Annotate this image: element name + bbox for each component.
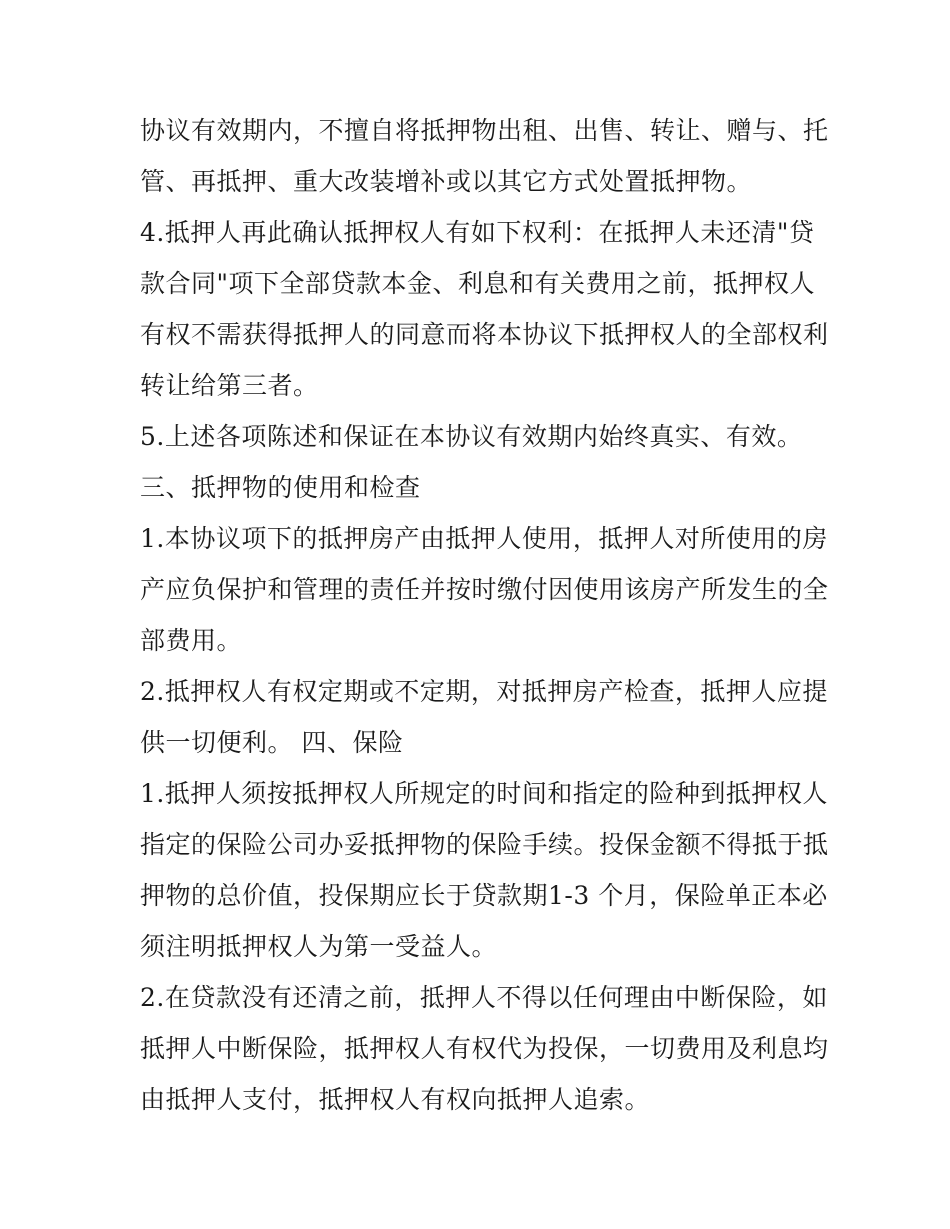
text-line: 5.上述各项陈述和保证在本协议有效期内始终真实、有效。: [140, 422, 803, 451]
text-line: 2.在贷款没有还清之前，抵押人不得以任何理由中断保险，如: [140, 983, 828, 1012]
text-line: 指定的保险公司办妥抵押物的保险手续。投保金额不得抵于抵: [140, 830, 829, 859]
text-line: 1.本协议项下的抵押房产由抵押人使用，抵押人对所使用的房: [140, 524, 828, 553]
text-line: 转让给第三者。: [140, 371, 319, 400]
text-line: 产应负保护和管理的责任并按时缴付因使用该房产所发生的全: [140, 575, 829, 604]
text-line: 1.抵押人须按抵押权人所规定的时间和指定的险种到抵押权人: [140, 779, 828, 808]
text-line: 供一切便利。 四、保险: [140, 728, 404, 757]
text-line: 款合同"项下全部贷款本金、利息和有关费用之前，抵押权人: [140, 269, 816, 298]
document-body: [140, 105, 829, 1125]
text-line: 管、再抵押、重大改装增补或以其它方式处置抵押物。: [140, 167, 753, 196]
text-line: 部费用。: [140, 626, 243, 655]
text-line: 协议有效期内，不擅自将抵押物出租、出售、转让、赠与、托: [140, 116, 829, 145]
text-line: 4.抵押人再此确认抵押权人有如下权利：在抵押人未还清"贷: [140, 218, 815, 247]
text-line: 须注明抵押权人为第一受益人。: [140, 932, 498, 961]
text-line: 2.抵押权人有权定期或不定期，对抵押房产检查，抵押人应提: [140, 677, 828, 706]
text-line: 有权不需获得抵押人的同意而将本协议下抵押权人的全部权利: [140, 320, 829, 349]
text-line: 由抵押人支付，抵押权人有权向抵押人追索。: [140, 1085, 651, 1114]
text-line: 押物的总价值，投保期应长于贷款期1-3 个月，保险单正本必: [140, 881, 828, 910]
section-heading: 三、抵押物的使用和检查: [140, 473, 421, 502]
text-line: 抵押人中断保险，抵押权人有权代为投保，一切费用及利息均: [140, 1034, 829, 1063]
